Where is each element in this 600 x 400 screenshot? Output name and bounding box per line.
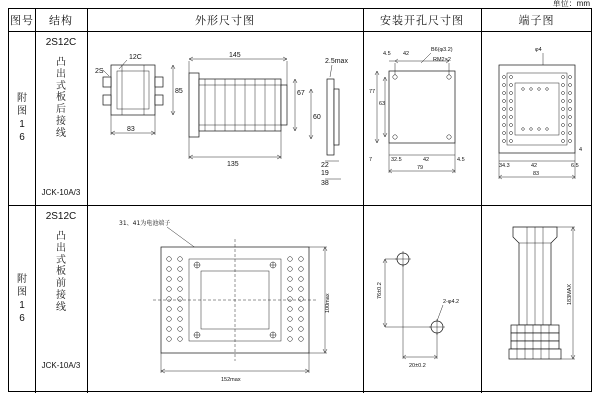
col-header-structure: 结构 bbox=[49, 15, 73, 27]
svg-text:42: 42 bbox=[531, 163, 538, 169]
svg-text:135: 135 bbox=[227, 161, 239, 168]
row2-fig-char-0: 附 bbox=[17, 273, 27, 285]
row1-fig-char-0: 附 bbox=[17, 93, 27, 104]
row2-fig-char-3: 6 bbox=[19, 312, 25, 324]
svg-text:12C: 12C bbox=[129, 54, 142, 61]
svg-text:79: 79 bbox=[417, 165, 424, 171]
row-sep bbox=[9, 205, 591, 206]
svg-text:31、41为电池端子: 31、41为电池端子 bbox=[119, 220, 171, 227]
svg-text:183MAX: 183MAX bbox=[567, 283, 573, 305]
row1-structure-text: 凸 出 式 板 后 接 线 bbox=[56, 57, 66, 139]
svg-text:4.5: 4.5 bbox=[383, 51, 391, 57]
svg-text:60: 60 bbox=[313, 114, 321, 121]
row2-structure-text: 凸 出 式 板 前 接 线 bbox=[56, 231, 66, 313]
svg-text:152max: 152max bbox=[221, 377, 241, 383]
svg-text:100max: 100max bbox=[325, 293, 331, 313]
svg-text:RM2×2: RM2×2 bbox=[433, 57, 451, 63]
row1-terminal-drawing bbox=[483, 33, 592, 203]
col-header-outline: 外形尺寸图 bbox=[195, 15, 255, 27]
table-frame bbox=[8, 8, 592, 392]
col-sep-3 bbox=[363, 9, 364, 393]
svg-text:B6(φ3.2): B6(φ3.2) bbox=[431, 47, 453, 53]
svg-text:2-φ4.2: 2-φ4.2 bbox=[443, 299, 460, 305]
svg-text:85: 85 bbox=[175, 88, 183, 95]
svg-text:83: 83 bbox=[533, 171, 540, 177]
svg-text:77: 77 bbox=[369, 89, 376, 95]
col-sep-4 bbox=[481, 9, 482, 393]
svg-text:20±0.2: 20±0.2 bbox=[409, 363, 426, 369]
row2-structure-cell bbox=[35, 205, 87, 392]
row2-terminal-drawing bbox=[483, 207, 592, 391]
row1-outline-drawing bbox=[89, 33, 361, 203]
svg-text:φ4: φ4 bbox=[535, 47, 542, 53]
svg-text:7: 7 bbox=[369, 157, 373, 163]
col-header-mounting: 安装开孔尺寸图 bbox=[380, 15, 464, 27]
svg-text:2S: 2S bbox=[95, 68, 104, 75]
row1-fig-char-3: 6 bbox=[19, 132, 25, 143]
row1-mounting-drawing bbox=[365, 33, 481, 203]
unit-note: 单位：mm bbox=[552, 0, 590, 8]
svg-text:42: 42 bbox=[403, 51, 410, 57]
svg-text:6.5: 6.5 bbox=[571, 163, 579, 169]
row1-code: JCK-10A/3 bbox=[41, 188, 81, 197]
svg-text:4: 4 bbox=[579, 147, 583, 153]
row2-fig-char-2: 1 bbox=[19, 299, 25, 311]
svg-text:67: 67 bbox=[297, 90, 305, 97]
col-sep-2 bbox=[87, 9, 88, 393]
row2-fig-label bbox=[9, 205, 35, 392]
row2-model: 2S12C bbox=[45, 211, 77, 222]
svg-text:83: 83 bbox=[127, 126, 135, 133]
svg-text:19: 19 bbox=[321, 170, 329, 177]
svg-text:32.5: 32.5 bbox=[391, 157, 402, 163]
svg-text:34.3: 34.3 bbox=[499, 163, 510, 169]
svg-text:76±0.2: 76±0.2 bbox=[377, 282, 383, 299]
svg-text:4.5: 4.5 bbox=[457, 157, 465, 163]
row1-model: 2S12C bbox=[45, 37, 77, 48]
row2-fig-char-1: 图 bbox=[17, 286, 27, 298]
row1-structure-cell bbox=[35, 31, 87, 205]
row1-fig-char-2: 1 bbox=[19, 119, 25, 130]
svg-text:42: 42 bbox=[423, 157, 430, 163]
row2-mounting-drawing bbox=[365, 207, 481, 391]
col-header-fig: 图号 bbox=[10, 15, 34, 27]
col-header-terminal: 端子图 bbox=[518, 15, 555, 27]
row2-code: JCK-10A/3 bbox=[41, 361, 81, 370]
header-sep bbox=[9, 31, 591, 32]
svg-text:38: 38 bbox=[321, 180, 329, 187]
row1-fig-label bbox=[9, 31, 35, 205]
svg-text:22: 22 bbox=[321, 162, 329, 169]
svg-text:63: 63 bbox=[379, 101, 386, 107]
row1-fig-char-1: 图 bbox=[17, 106, 27, 117]
svg-text:2.5max: 2.5max bbox=[325, 58, 348, 65]
row2-outline-drawing bbox=[89, 207, 361, 391]
svg-text:145: 145 bbox=[229, 52, 241, 59]
